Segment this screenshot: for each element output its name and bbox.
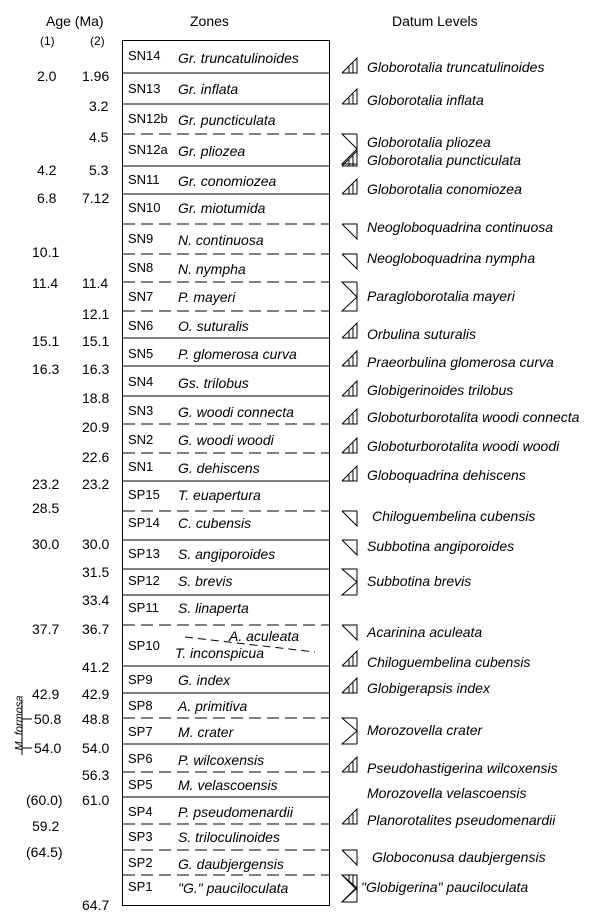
datum-label: Globorotalia puncticulata — [367, 152, 522, 168]
zone-code: SN13 — [128, 81, 161, 96]
zone-code: SP14 — [128, 515, 160, 530]
age1-value: 10.1 — [32, 244, 60, 260]
fad-marker — [342, 678, 357, 693]
zone-taxon: O. suturalis — [178, 318, 249, 334]
zone-code: SN14 — [128, 48, 161, 63]
zone-code: SN10 — [128, 200, 161, 215]
zone-code: SP5 — [128, 777, 153, 792]
zone-code: SP1 — [128, 879, 153, 894]
lad-marker — [342, 511, 357, 526]
age1-value: 11.4 — [32, 275, 59, 291]
age1-value: 28.5 — [32, 500, 60, 516]
zone-taxon: G. daubjergensis — [178, 856, 284, 872]
zone-code: SN11 — [128, 172, 160, 187]
age2-value: 30.0 — [82, 536, 110, 552]
fad-marker — [342, 351, 357, 366]
zone-taxon: "G." pauciloculata — [178, 880, 289, 896]
zone-taxon: N. continuosa — [178, 232, 264, 248]
age2-value: 18.8 — [82, 390, 110, 406]
datum-label: Chiloguembelina cubensis — [372, 508, 536, 524]
age1-value: 30.0 — [32, 536, 60, 552]
age1-value: 23.2 — [32, 476, 60, 492]
age2-value: 48.8 — [82, 711, 110, 727]
zone-code: SP10 — [128, 638, 160, 653]
datum-label: Chiloguembelina cubensis — [367, 654, 531, 670]
fad-marker — [342, 179, 357, 194]
fad-marker — [342, 58, 357, 73]
zone-taxon: Gr. miotumida — [178, 200, 266, 216]
age2-value: 12.1 — [82, 306, 110, 322]
zone-taxon: N. nympha — [178, 261, 246, 277]
age1-value: 15.1 — [32, 333, 60, 349]
age2-value: 22.6 — [82, 449, 110, 465]
lad-marker — [342, 850, 357, 865]
datum-label: Globigerapsis index — [367, 680, 490, 696]
fad-marker — [342, 323, 357, 338]
zone-code: SP4 — [128, 804, 153, 819]
datum-label: Pseudohastigerina wilcoxensis — [367, 760, 558, 776]
zone-taxon: S. triloculinoides — [178, 829, 280, 845]
age2-value: 54.0 — [82, 740, 110, 756]
lad-marker — [342, 224, 357, 239]
zone-taxon: S. linaperta — [178, 600, 249, 616]
datum-label: Neogloboquadrina continuosa — [367, 219, 554, 235]
zone-code: SP2 — [128, 855, 153, 870]
zone-code: SN9 — [128, 231, 154, 246]
datum-label: Globoconusa daubjergensis — [372, 849, 546, 865]
lad-marker — [342, 540, 357, 555]
zone-code: SN8 — [128, 260, 154, 275]
datum-label: Morozovella crater — [367, 722, 483, 738]
age1-value: (60.0) — [26, 792, 63, 808]
zone-taxon: Gr. puncticulata — [178, 112, 276, 128]
age2-value: 64.7 — [82, 897, 110, 913]
age2-value: 16.3 — [82, 361, 110, 377]
age1-value: 4.2 — [37, 162, 57, 178]
fad-marker — [342, 651, 357, 666]
age2-value: 42.9 — [82, 686, 110, 702]
zone-code: SP3 — [128, 829, 153, 844]
age2-value: 5.3 — [89, 162, 109, 178]
zone-code: SP15 — [128, 487, 160, 502]
side-label-m-formosa: M. formosa — [13, 695, 26, 751]
fad-marker — [342, 809, 357, 824]
sp10-diagonal-dashed — [185, 637, 315, 652]
age1-value: (64.5) — [26, 844, 63, 860]
zone-code: SP7 — [128, 724, 153, 739]
age-header: Age (Ma) — [46, 13, 104, 29]
zone-taxon: G. woodi connecta — [178, 404, 294, 420]
zone-code: SP12 — [128, 573, 160, 588]
zone-code: SN6 — [128, 318, 154, 333]
zone-taxon: C. cubensis — [178, 515, 252, 531]
age2-value: 4.5 — [89, 129, 109, 145]
zone-code: SN3 — [128, 403, 154, 418]
datum-label: Globorotalia truncatulinoides — [367, 59, 545, 75]
age2-value: 56.3 — [82, 767, 110, 783]
zone-taxon: M. crater — [178, 724, 234, 740]
zone-taxon: A. primitiva — [178, 698, 248, 714]
age2-value: 36.7 — [82, 621, 110, 637]
zone-code: SN5 — [128, 346, 154, 361]
zone-code: SP13 — [128, 546, 160, 561]
fad-marker — [342, 466, 357, 481]
zone-taxon: S. brevis — [178, 573, 233, 589]
zone-code: SP9 — [128, 672, 153, 687]
datum-label: Subbotina brevis — [367, 573, 472, 589]
datum-label: Morozovella velascoensis — [367, 785, 527, 801]
age1-value: 50.8 — [34, 711, 62, 727]
age1-value: 42.9 — [32, 686, 60, 702]
zone-taxon: P. mayeri — [178, 289, 236, 305]
zone-taxon: Gr. pliozea — [178, 143, 246, 159]
age2-value: 1.96 — [82, 68, 110, 84]
age-col1-header: (1) — [40, 34, 55, 48]
age1-value: 2.0 — [37, 68, 57, 84]
zone-taxon: G. woodi woodi — [178, 432, 274, 448]
fad-marker — [342, 409, 357, 424]
zone-taxon: T. euapertura — [178, 487, 261, 503]
lad-marker — [342, 625, 357, 640]
zone-taxon: M. velascoensis — [178, 777, 278, 793]
zone-code: SN12b — [128, 111, 168, 126]
age2-value: 7.12 — [82, 190, 110, 206]
datum-label: Globoturborotalita woodi woodi — [367, 438, 560, 454]
fad-marker — [342, 757, 357, 772]
datum-label: Praeorbulina glomerosa curva — [367, 354, 554, 370]
datum-label: "Globigerina" pauciloculata — [361, 879, 529, 895]
age2-value: 61.0 — [82, 792, 110, 808]
age2-value: 3.2 — [89, 98, 109, 114]
zone-taxon: S. angiporoides — [178, 546, 276, 562]
datum-label: Paragloborotalia mayeri — [367, 288, 515, 304]
zone-code: SP8 — [128, 698, 153, 713]
age2-value: 41.2 — [82, 659, 110, 675]
zone-taxon: G. index — [178, 672, 231, 688]
age2-value: 23.2 — [82, 476, 110, 492]
datum-label: Globorotalia inflata — [367, 92, 484, 108]
zone-code: SN7 — [128, 289, 154, 304]
bracket-marker — [342, 569, 357, 595]
datum-label: Globigerinoides trilobus — [367, 382, 514, 398]
datum-label: Neogloboquadrina nympha — [367, 250, 536, 266]
zone-code: SP11 — [128, 600, 159, 615]
zone-taxon: Gr. inflata — [178, 81, 239, 97]
fad-marker — [342, 381, 357, 396]
datum-label: Globoquadrina dehiscens — [367, 467, 526, 483]
age-col2-header: (2) — [90, 34, 105, 48]
zone-taxon: P. wilcoxensis — [178, 752, 265, 768]
age2-value: 15.1 — [82, 333, 110, 349]
age1-value: 59.2 — [32, 818, 60, 834]
age1-value: 54.0 — [34, 740, 62, 756]
zone-code: SN12a — [128, 142, 168, 157]
zone-taxon: Gs. trilobus — [178, 375, 249, 391]
age1-value: 6.8 — [37, 190, 57, 206]
zone-taxon-secondary: T. inconspicua — [175, 645, 264, 661]
age2-value: 31.5 — [82, 564, 110, 580]
zone-taxon: P. pseudomenardii — [178, 804, 293, 820]
datum-label: Subbotina angiporoides — [367, 538, 515, 554]
zones-header: Zones — [190, 13, 229, 29]
bracket-marker — [342, 134, 357, 164]
bracket-marker — [342, 718, 357, 744]
zone-code: SN1 — [128, 459, 154, 474]
zone-taxon: G. dehiscens — [178, 460, 260, 476]
datum-label: Planorotalites pseudomenardii — [367, 812, 556, 828]
datum-label: Globorotalia conomiozea — [367, 181, 522, 197]
zone-taxon: Gr. truncatulinoides — [178, 50, 299, 66]
zone-code: SP6 — [128, 751, 153, 766]
datum-label: Globorotalia pliozea — [367, 134, 491, 150]
age2-value: 33.4 — [82, 592, 110, 608]
datum-label: Globoturborotalita woodi connecta — [367, 409, 580, 425]
datum-label: Orbulina suturalis — [367, 326, 476, 342]
zone-taxon: P. glomerosa curva — [178, 346, 297, 362]
zone-code: SN4 — [128, 374, 154, 389]
age1-value: 16.3 — [32, 361, 60, 377]
zone-taxon: A. aculeata — [229, 628, 300, 644]
bracket-marker — [342, 282, 357, 311]
age1-value: 37.7 — [32, 621, 60, 637]
zone-code: SN2 — [128, 432, 154, 447]
datum-header: Datum Levels — [392, 13, 478, 29]
age2-value: 20.9 — [82, 419, 110, 435]
age2-value: 11.4 — [82, 275, 109, 291]
datum-label: Acarinina aculeata — [367, 624, 483, 640]
fad-marker — [342, 438, 357, 453]
lad-marker — [342, 254, 357, 269]
zone-taxon: Gr. conomiozea — [178, 173, 277, 189]
fad-marker — [342, 89, 357, 104]
